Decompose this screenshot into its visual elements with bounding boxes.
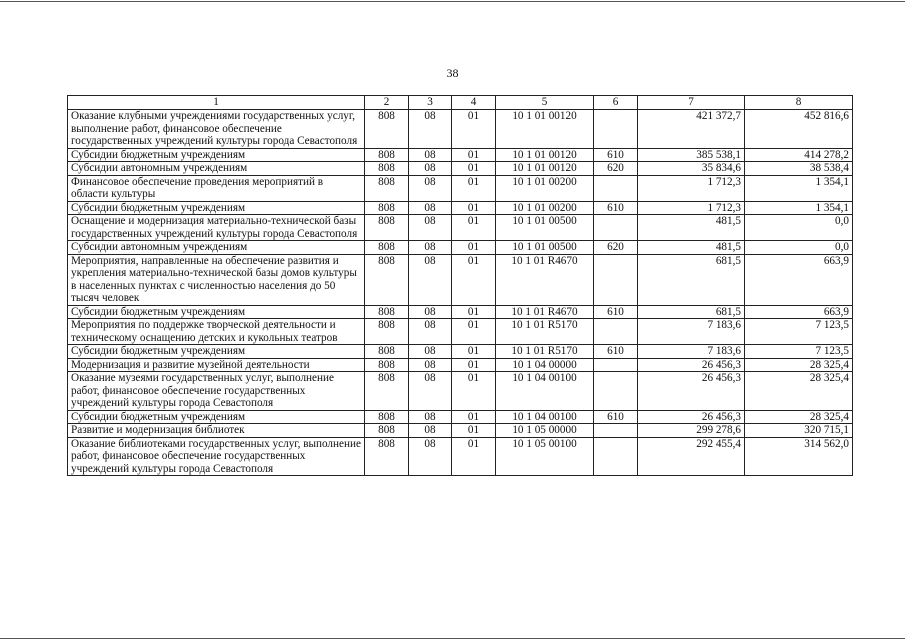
- row-code-rz: 08: [409, 201, 452, 215]
- row-code-pr: 01: [452, 241, 496, 255]
- row-name-cell: Субсидии бюджетным учреждениям: [68, 305, 365, 319]
- row-code-vr: [594, 175, 638, 201]
- row-code-gr: 808: [365, 437, 409, 476]
- row-code-csr: 10 1 01 00120: [496, 148, 594, 162]
- row-amount-col7: 26 456,3: [638, 358, 745, 372]
- row-name-cell: Оказание клубными учреждениями государственных услуг, выполнение работ, финансовое обеспечение государственных учреждений культуры города Севастополя: [68, 110, 365, 149]
- row-amount-col8: 28 325,4: [745, 358, 853, 372]
- row-code-gr: 808: [365, 410, 409, 424]
- row-code-rz: 08: [409, 372, 452, 411]
- row-code-vr: 610: [594, 148, 638, 162]
- row-code-vr: 610: [594, 305, 638, 319]
- row-amount-col7: 299 278,6: [638, 424, 745, 438]
- row-code-vr: [594, 110, 638, 149]
- row-code-pr: 01: [452, 305, 496, 319]
- row-code-pr: 01: [452, 162, 496, 176]
- row-name-cell: Оказание библиотеками государственных услуг, выполнение работ, финансовое обеспечение государственных учреждений культуры города Севастополя: [68, 437, 365, 476]
- row-code-vr: [594, 215, 638, 241]
- row-code-csr: 10 1 04 00000: [496, 358, 594, 372]
- row-code-vr: 610: [594, 345, 638, 359]
- row-code-csr: 10 1 04 00100: [496, 372, 594, 411]
- row-code-gr: 808: [365, 372, 409, 411]
- row-code-rz: 08: [409, 254, 452, 305]
- table-row: [68, 162, 853, 176]
- row-name-cell: Мероприятия по поддержке творческой деятельности и техническому оснащению детских и кукольных театров: [68, 319, 365, 345]
- header-col-1: 1: [68, 96, 365, 110]
- row-code-gr: 808: [365, 215, 409, 241]
- row-amount-col8: 320 715,1: [745, 424, 853, 438]
- header-col-5: 5: [496, 96, 594, 110]
- header-col-6: 6: [594, 96, 638, 110]
- row-code-pr: 01: [452, 345, 496, 359]
- header-col-3: 3: [409, 96, 452, 110]
- row-code-csr: 10 1 04 00100: [496, 410, 594, 424]
- row-name-cell: Оказание музеями государственных услуг, выполнение работ, финансовое обеспечение государственных учреждений культуры города Севастополя: [68, 372, 365, 411]
- row-name-cell: Субсидии бюджетным учреждениям: [68, 345, 365, 359]
- row-amount-col7: 1 712,3: [638, 175, 745, 201]
- scan-border-top: [0, 1, 905, 2]
- scan-border-bottom: [0, 638, 905, 639]
- row-code-pr: 01: [452, 358, 496, 372]
- row-code-pr: 01: [452, 215, 496, 241]
- row-amount-col7: 292 455,4: [638, 437, 745, 476]
- row-code-rz: 08: [409, 319, 452, 345]
- row-amount-col7: 481,5: [638, 241, 745, 255]
- row-amount-col7: 421 372,7: [638, 110, 745, 149]
- table-row: [68, 358, 853, 372]
- row-code-gr: 808: [365, 241, 409, 255]
- row-amount-col8: 28 325,4: [745, 410, 853, 424]
- row-code-pr: 01: [452, 175, 496, 201]
- row-amount-col8: 1 354,1: [745, 201, 853, 215]
- row-code-csr: 10 1 01 R5170: [496, 319, 594, 345]
- table-row: [68, 175, 853, 201]
- row-amount-col7: 1 712,3: [638, 201, 745, 215]
- row-code-rz: 08: [409, 358, 452, 372]
- row-code-vr: [594, 358, 638, 372]
- row-amount-col8: 38 538,4: [745, 162, 853, 176]
- row-code-csr: 10 1 05 00000: [496, 424, 594, 438]
- row-name-cell: Субсидии бюджетным учреждениям: [68, 201, 365, 215]
- row-code-rz: 08: [409, 437, 452, 476]
- row-code-gr: 808: [365, 201, 409, 215]
- row-code-gr: 808: [365, 345, 409, 359]
- row-name-cell: Субсидии автономным учреждениям: [68, 241, 365, 255]
- row-code-gr: 808: [365, 254, 409, 305]
- row-code-gr: 808: [365, 305, 409, 319]
- table-row: [68, 305, 853, 319]
- row-code-csr: 10 1 01 R4670: [496, 254, 594, 305]
- row-code-vr: [594, 254, 638, 305]
- row-amount-col7: 481,5: [638, 215, 745, 241]
- row-code-pr: 01: [452, 201, 496, 215]
- table-row: [68, 424, 853, 438]
- row-amount-col8: 7 123,5: [745, 345, 853, 359]
- row-code-gr: 808: [365, 424, 409, 438]
- row-amount-col7: 26 456,3: [638, 372, 745, 411]
- table-row: [68, 345, 853, 359]
- row-code-csr: 10 1 01 00120: [496, 162, 594, 176]
- row-amount-col8: 1 354,1: [745, 175, 853, 201]
- row-amount-col8: 0,0: [745, 215, 853, 241]
- row-code-gr: 808: [365, 175, 409, 201]
- row-amount-col7: 681,5: [638, 305, 745, 319]
- row-code-pr: 01: [452, 437, 496, 476]
- row-code-pr: 01: [452, 372, 496, 411]
- row-name-cell: Модернизация и развитие музейной деятельности: [68, 358, 365, 372]
- row-code-gr: 808: [365, 148, 409, 162]
- row-amount-col8: 414 278,2: [745, 148, 853, 162]
- row-amount-col7: 26 456,3: [638, 410, 745, 424]
- row-code-vr: 620: [594, 162, 638, 176]
- row-code-rz: 08: [409, 410, 452, 424]
- table-row: [68, 319, 853, 345]
- row-code-vr: [594, 319, 638, 345]
- row-amount-col7: 35 834,6: [638, 162, 745, 176]
- row-amount-col7: 7 183,6: [638, 345, 745, 359]
- row-code-rz: 08: [409, 110, 452, 149]
- table-row: [68, 110, 853, 149]
- table-row: [68, 254, 853, 305]
- row-code-gr: 808: [365, 162, 409, 176]
- table-row: [68, 215, 853, 241]
- row-code-csr: 10 1 01 R5170: [496, 345, 594, 359]
- row-name-cell: Мероприятия, направленные на обеспечение развития и укрепления материально-технической базы домов культуры в населенных пунктах с численностью населения до 50 тысяч человек: [68, 254, 365, 305]
- row-name-cell: Субсидии бюджетным учреждениям: [68, 410, 365, 424]
- row-code-rz: 08: [409, 148, 452, 162]
- row-code-csr: 10 1 01 00200: [496, 201, 594, 215]
- row-amount-col8: 663,9: [745, 305, 853, 319]
- row-code-pr: 01: [452, 254, 496, 305]
- row-code-pr: 01: [452, 410, 496, 424]
- table-row: [68, 437, 853, 476]
- row-amount-col7: 7 183,6: [638, 319, 745, 345]
- row-code-rz: 08: [409, 424, 452, 438]
- budget-table: [67, 95, 853, 476]
- row-code-rz: 08: [409, 345, 452, 359]
- row-code-pr: 01: [452, 110, 496, 149]
- row-code-rz: 08: [409, 175, 452, 201]
- row-amount-col8: 28 325,4: [745, 372, 853, 411]
- row-code-vr: [594, 437, 638, 476]
- table-header-row: [68, 96, 853, 110]
- row-amount-col8: 452 816,6: [745, 110, 853, 149]
- row-code-rz: 08: [409, 162, 452, 176]
- row-code-vr: 610: [594, 410, 638, 424]
- row-name-cell: Субсидии бюджетным учреждениям: [68, 148, 365, 162]
- row-code-csr: 10 1 01 00500: [496, 215, 594, 241]
- row-code-vr: [594, 372, 638, 411]
- row-code-gr: 808: [365, 319, 409, 345]
- row-code-vr: 620: [594, 241, 638, 255]
- table-body: [68, 110, 853, 476]
- row-code-csr: 10 1 01 00200: [496, 175, 594, 201]
- row-code-csr: 10 1 01 R4670: [496, 305, 594, 319]
- row-amount-col7: 681,5: [638, 254, 745, 305]
- row-name-cell: Оснащение и модернизация материально-технической базы государственных учреждений культуры города Севастополя: [68, 215, 365, 241]
- header-col-4: 4: [452, 96, 496, 110]
- table-row: [68, 241, 853, 255]
- row-amount-col8: 0,0: [745, 241, 853, 255]
- row-amount-col8: 7 123,5: [745, 319, 853, 345]
- row-code-gr: 808: [365, 358, 409, 372]
- table-row: [68, 410, 853, 424]
- header-col-8: 8: [745, 96, 853, 110]
- row-code-rz: 08: [409, 305, 452, 319]
- row-amount-col8: 663,9: [745, 254, 853, 305]
- table-row: [68, 148, 853, 162]
- row-code-rz: 08: [409, 215, 452, 241]
- header-col-2: 2: [365, 96, 409, 110]
- row-code-pr: 01: [452, 148, 496, 162]
- table-row: [68, 372, 853, 411]
- row-name-cell: Финансовое обеспечение проведения мероприятий в области культуры: [68, 175, 365, 201]
- row-code-rz: 08: [409, 241, 452, 255]
- page-number: 38: [446, 66, 459, 80]
- row-amount-col7: 385 538,1: [638, 148, 745, 162]
- row-code-vr: 610: [594, 201, 638, 215]
- row-code-vr: [594, 424, 638, 438]
- row-code-pr: 01: [452, 319, 496, 345]
- row-code-pr: 01: [452, 424, 496, 438]
- row-code-gr: 808: [365, 110, 409, 149]
- table-row: [68, 201, 853, 215]
- row-amount-col8: 314 562,0: [745, 437, 853, 476]
- row-code-csr: 10 1 01 00500: [496, 241, 594, 255]
- row-code-csr: 10 1 01 00120: [496, 110, 594, 149]
- row-name-cell: Развитие и модернизация библиотек: [68, 424, 365, 438]
- row-name-cell: Субсидии автономным учреждениям: [68, 162, 365, 176]
- row-code-csr: 10 1 05 00100: [496, 437, 594, 476]
- header-col-7: 7: [638, 96, 745, 110]
